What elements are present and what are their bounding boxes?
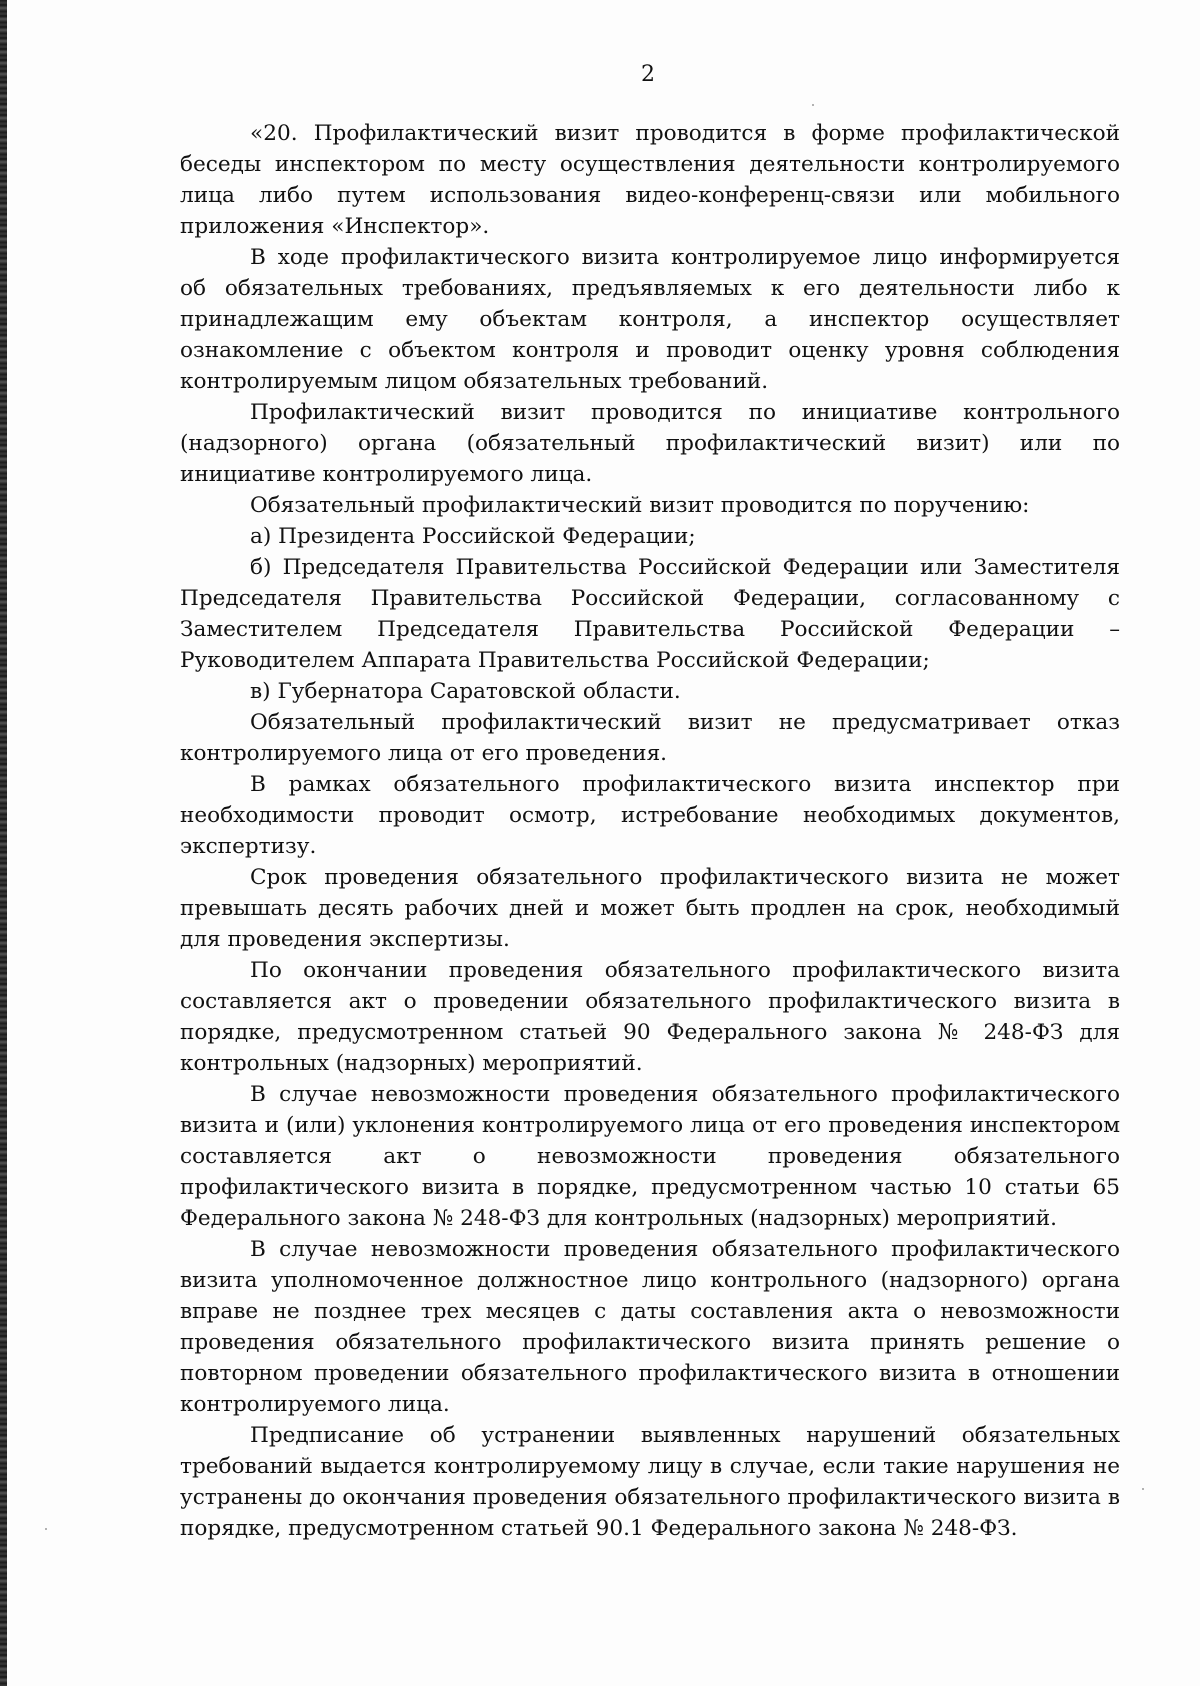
paragraph-9: В рамках обязательного профилактического визита инспектор при необходимости проводит осмотр, истребование необходимых документов, экспертизу. [180, 772, 1120, 859]
paragraph-3: Профилактический визит проводится по инициативе контрольного (надзорного) органа (обязательный профилактический визит) или по инициативе контролируемого лица. [180, 400, 1120, 487]
scan-edge [0, 0, 7, 1686]
list-item-a: а) Президента Российской Федерации; [250, 524, 696, 549]
paragraph-12: В случае невозможности проведения обязательного профилактического визита и (или) уклонения контролируемого лица от его проведения инспектором составляется акт о невозможности проведения обязательного профилактического визита в порядке, предусмотренном частью 10 статьи 65 Федерального закона № 248-ФЗ для контрольных (надзорных) мероприятий. [180, 1082, 1120, 1231]
scan-speck [45, 1528, 47, 1530]
scan-speck [812, 104, 814, 106]
paragraph-14: Предписание об устранении выявленных нарушений обязательных требований выдается контролируемому лицу в случае, если такие нарушения не устранены до окончания проведения обязательного профилактического визита в порядке, предусмотренном статьей 90.1 Федерального закона № 248-ФЗ. [180, 1423, 1120, 1541]
paragraph-10: Срок проведения обязательного профилактического визита не может превышать десять рабочих дней и может быть продлен на срок, необходимый для проведения экспертизы. [180, 865, 1120, 952]
document-body [180, 118, 1120, 1544]
paragraph-13: В случае невозможности проведения обязательного профилактического визита уполномоченное должностное лицо контрольного (надзорного) органа вправе не позднее трех месяцев с даты составления акта о невозможности проведения обязательного профилактического визита принять решение о повторном проведении обязательного профилактического визита в отношении контролируемого лица. [180, 1237, 1120, 1417]
paragraph-11: По окончании проведения обязательного профилактического визита составляется акт о проведении обязательного профилактического визита в порядке, предусмотренном статьей 90 Федерального закона № 248-ФЗ для контрольных (надзорных) мероприятий. [180, 958, 1120, 1076]
paragraph-1: «20. Профилактический визит проводится в форме профилактической беседы инспектором по месту осуществления деятельности контролируемого лица либо путем использования видео-конференц-связи или мобильного приложения «Инспектор». [180, 121, 1120, 239]
paragraph-8: Обязательный профилактический визит не предусматривает отказ контролируемого лица от его проведения. [180, 710, 1120, 766]
list-item-v: в) Губернатора Саратовской области. [250, 679, 681, 704]
paragraph-2: В ходе профилактического визита контролируемое лицо информируется об обязательных требованиях, предъявляемых к его деятельности либо к принадлежащим ему объектам контроля, а инспектор осуществляет ознакомление с объектом контроля и проводит оценку уровня соблюдения контролируемым лицом обязательных требований. [180, 245, 1120, 394]
paragraph-4: Обязательный профилактический визит проводится по поручению: [250, 493, 1030, 518]
scan-speck [1142, 1488, 1144, 1490]
page-number: 2 [641, 62, 655, 87]
list-item-b: б) Председателя Правительства Российской Федерации или Заместителя Председателя Правительства Российской Федерации, согласованному с Заместителем Председателя Правительства Российской Федерации – Руководителем Аппарата Правительства Российской Федерации; [180, 555, 1120, 673]
